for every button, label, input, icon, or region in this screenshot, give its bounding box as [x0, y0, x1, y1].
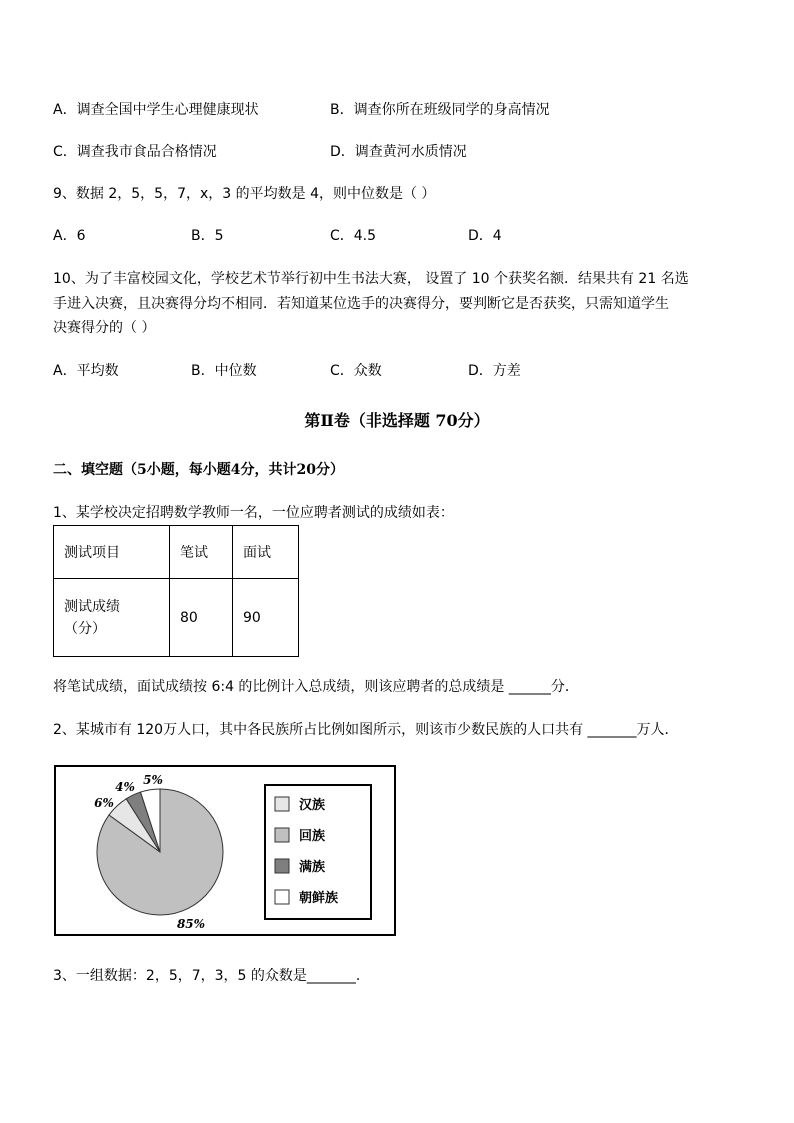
pie-slice-label: 5%: [143, 773, 163, 787]
legend-swatch: [275, 797, 289, 811]
part-heading: 二、填空题（5小题，每小题4分，共计20分）: [53, 462, 344, 478]
legend-label: 回族: [299, 829, 326, 844]
q10-stem-line1: 10、为了丰富校园文化，学校艺术节举行初中生书法大赛， 设置了 10 个获奖名额．结果共有 21 名选: [53, 271, 689, 287]
q9-option-d: D．4: [468, 228, 502, 244]
q10-option-a: A．平均数: [53, 363, 119, 379]
legend-swatch: [275, 859, 289, 873]
q10-stem-line2: 手进入决赛，且决赛得分均不相同．若知道某位选手的决赛得分，要判断它是否获奖，只需知道学生: [53, 296, 669, 312]
pie-chart-frame: [54, 765, 396, 936]
pie-slice-label: 6%: [94, 796, 114, 810]
legend-label: 满族: [299, 860, 326, 875]
table-header-cell: 笔试: [170, 526, 233, 579]
q9-option-b: B．5: [191, 228, 224, 244]
fill3-stem: 3、一组数据：2，5，7，3，5 的众数是_______.: [53, 968, 361, 984]
pie-slice-label: 4%: [115, 780, 135, 794]
fill2-stem: 2、某城市有 120万人口，其中各民族所占比例如图所示，则该市少数民族的人口共有 _______万人．: [53, 722, 679, 738]
fill1-stem: 1、某学校决定招聘数学教师一名，一位应聘者测试的成绩如表：: [53, 505, 454, 521]
q10-option-c: C．众数: [330, 363, 382, 379]
table-cell-written: 80: [170, 579, 233, 657]
q8-option-b: B．调查你所在班级同学的身高情况: [330, 102, 550, 118]
q10-option-b: B．中位数: [191, 363, 257, 379]
q9-option-c: C．4.5: [330, 228, 377, 244]
q8-option-d: D．调查黄河水质情况: [330, 144, 467, 160]
q9-stem: 9、数据 2，5，5，7，x，3 的平均数是 4，则中位数是（ ）: [53, 186, 436, 202]
q9-option-a: A．6: [53, 228, 86, 244]
score-table: [53, 525, 299, 657]
table-header-cell: 测试项目: [54, 526, 170, 579]
pie-chart: [56, 767, 394, 934]
row-label-line2: （分）: [64, 620, 106, 637]
fill1-after: 将笔试成绩，面试成绩按 6:4 的比例计入总成绩，则该应聘者的总成绩是 ______分．: [53, 679, 579, 695]
legend-label: 汉族: [299, 798, 326, 813]
legend-swatch: [275, 828, 289, 842]
q8-option-c: C．调查我市食品合格情况: [53, 144, 217, 160]
table-header-cell: 面试: [233, 526, 299, 579]
section-title: 第Ⅱ卷（非选择题 70分）: [304, 411, 490, 430]
legend-label: 朝鲜族: [299, 891, 339, 906]
q10-option-d: D．方差: [468, 363, 521, 379]
pie-slice-label: 85%: [176, 917, 206, 931]
table-cell-interview: 90: [233, 579, 299, 657]
q8-option-a: A．调查全国中学生心理健康现状: [53, 102, 259, 118]
table-row-label: [54, 579, 170, 657]
legend-swatch: [275, 890, 289, 904]
q10-stem-line3: 决赛得分的（ ）: [53, 320, 156, 336]
row-label-line1: 测试成绩: [64, 598, 120, 615]
